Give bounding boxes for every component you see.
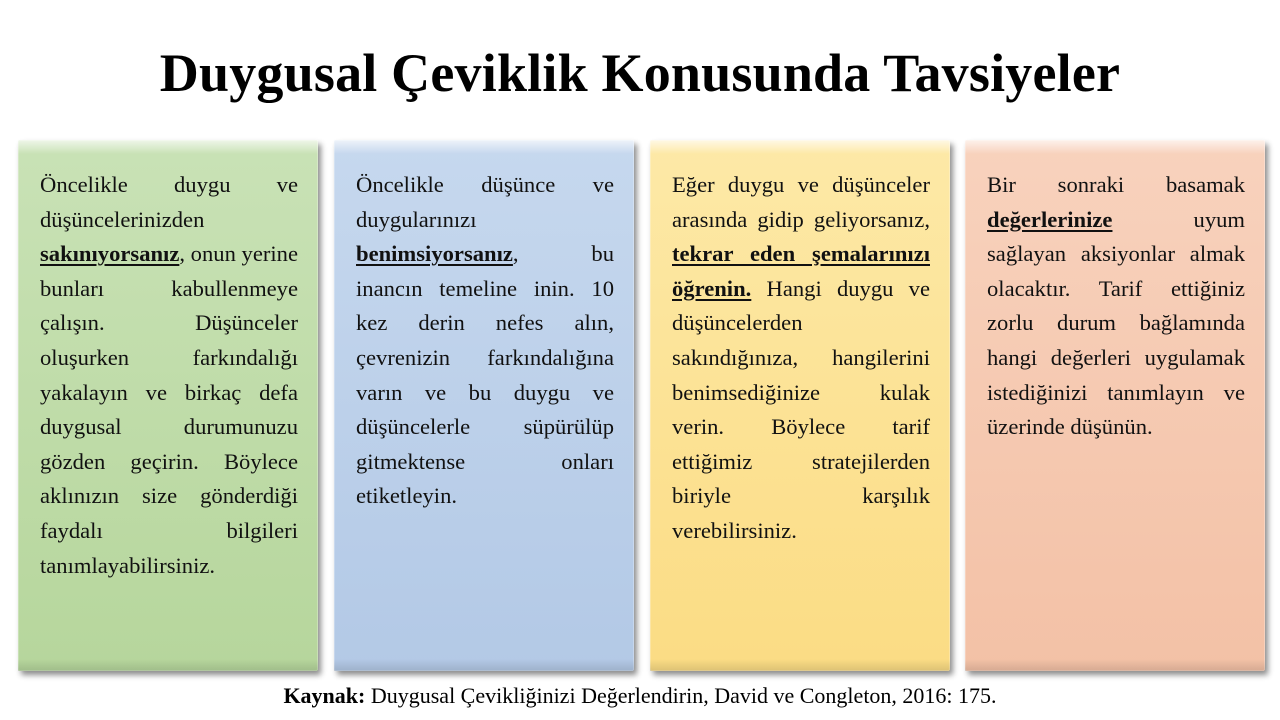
tip-keyword: tekrar eden şemalarınızı öğrenin. — [672, 241, 930, 301]
tip-text-before: Bir sonraki basamak — [987, 172, 1245, 197]
slide-title: Duygusal Çeviklik Konusunda Tavsiyeler — [159, 43, 1121, 103]
source-citation — [0, 683, 1280, 709]
tip-keyword: değerlerinize — [987, 206, 1113, 232]
tip-text-after: , onun yerine bunları kabullenmeye çalışın. Düşünceler oluşurken farkındalığı yakalayın ve birkaç defa duygusal durumunuzu gözden geçirin. Böylece aklınızın size gönderdiği faydalı bilgileri tanımlayabilirsiniz. — [40, 241, 298, 578]
tip-keyword: benimsiyorsanız — [356, 241, 513, 267]
tip-text-after: Hangi duygu ve düşüncelerden sakındığınıza, hangilerini benimsediğinize kulak verin. Böylece tarif ettiğimiz stratejilerden biriyle karşılık verebilirsiniz. — [672, 275, 930, 543]
tip-text — [356, 168, 614, 514]
tip-text-after: , bu inancın temeline inin. 10 kez derin nefes alın, çevrenizin farkındalığına varın ve bu duygu ve düşüncelerle süpürülüp gitmektense onları etiketleyin. — [356, 241, 614, 509]
tip-text — [40, 168, 298, 583]
tip-text-before: Öncelikle duygu ve düşüncelerinizden — [40, 172, 298, 232]
source-label: Kaynak: — [283, 683, 366, 708]
tip-text — [987, 168, 1245, 445]
source-text: Duygusal Çevikliğinizi Değerlendirin, David ve Congleton, 2016: 175. — [365, 683, 997, 708]
tip-text — [672, 168, 930, 549]
tip-keyword: sakınıyorsanız — [40, 241, 180, 267]
tip-text-after: uyum sağlayan aksiyonlar almak olacaktır. Tarif ettiğiniz zorlu durum bağlamında hangi değerleri uygulamak istediğinizi tanımlayın ve üzerinde düşünün. — [987, 206, 1245, 440]
tip-card-embracing — [334, 140, 634, 671]
tip-card-oscillating — [650, 140, 950, 671]
tip-card-avoiding — [18, 140, 318, 671]
tip-text-before: Eğer duygu ve düşünceler arasında gidip geliyorsanız, — [672, 172, 930, 232]
tip-text-before: Öncelikle düşünce ve duygularınızı — [356, 172, 614, 232]
tip-card-values — [965, 140, 1265, 671]
